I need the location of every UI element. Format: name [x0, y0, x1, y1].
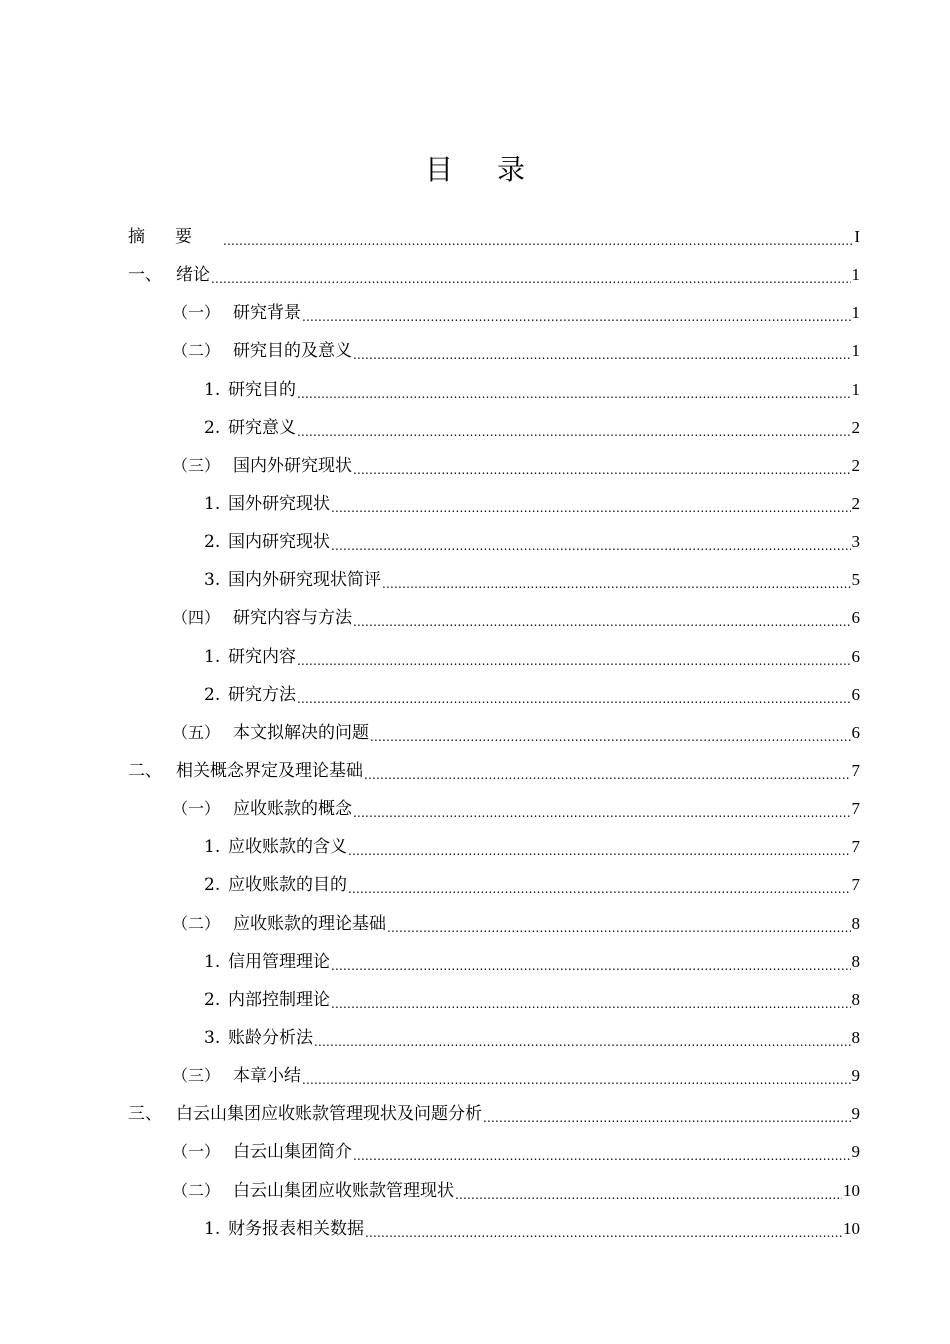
dot-leader	[302, 294, 851, 332]
toc-entry-number: 三、	[128, 1104, 162, 1125]
dot-leader	[331, 981, 851, 1019]
toc-entry-label: 白云山集团简介	[233, 1142, 352, 1163]
toc-entry-label: 白云山集团应收账款管理现状	[233, 1180, 454, 1201]
dot-leader	[455, 1172, 842, 1210]
toc-entry-label: 内部控制理论	[228, 989, 330, 1010]
toc-entry-page-number: 8	[851, 913, 860, 933]
toc-entry-level-2[interactable]	[0, 447, 950, 485]
toc-entry-level-1[interactable]	[0, 218, 950, 256]
toc-entry-number: （二）	[172, 913, 221, 933]
toc-entry-level-2[interactable]	[0, 332, 950, 370]
toc-entry-level-2[interactable]	[0, 599, 950, 637]
toc-entry-level-3[interactable]	[0, 1210, 950, 1248]
dot-leader	[353, 332, 851, 370]
toc-entry-label: 应收账款的目的	[228, 875, 347, 896]
toc-entry-level-3[interactable]	[0, 371, 950, 409]
toc-entry-number: （一）	[172, 1142, 221, 1162]
toc-entry-page-number: 6	[851, 722, 860, 742]
toc-entry-level-3[interactable]	[0, 1019, 950, 1057]
dot-leader	[364, 752, 851, 790]
toc-entry-number: 3.	[204, 570, 221, 591]
dot-leader	[348, 866, 851, 904]
toc-entry-number: 1.	[204, 494, 221, 515]
toc-entry-page-number: 8	[851, 1028, 860, 1048]
toc-entry-number: （五）	[172, 722, 221, 742]
toc-entry-page-number: 8	[851, 951, 860, 971]
dot-leader	[302, 1057, 851, 1095]
toc-entry-label: 摘要	[128, 227, 222, 248]
dot-leader	[353, 790, 851, 828]
toc-entry-label: 信用管理理论	[228, 951, 330, 972]
toc-entry-level-3[interactable]	[0, 981, 950, 1019]
dot-leader	[353, 1133, 851, 1171]
toc-entry-level-2[interactable]	[0, 905, 950, 943]
toc-entry-number: （三）	[172, 455, 221, 475]
toc-entry-label: 国内外研究现状	[233, 455, 352, 476]
toc-entry-number: 1.	[204, 837, 221, 858]
toc-entry-page-number: 1	[851, 265, 860, 285]
toc-entry-number: 1.	[204, 379, 221, 400]
toc-entry-number: （三）	[172, 1066, 221, 1086]
toc-entry-page-number: 9	[851, 1142, 860, 1162]
toc-entry-level-3[interactable]	[0, 638, 950, 676]
toc-entry-number: （一）	[172, 799, 221, 819]
toc-entry-number: 2.	[204, 532, 221, 553]
toc-entry-number: （一）	[172, 303, 221, 323]
toc-entry-number: 1.	[204, 1218, 221, 1239]
toc-entry-number: 2.	[204, 417, 221, 438]
toc-entry-number: 1.	[204, 951, 221, 972]
toc-entry-label: 应收账款的理论基础	[233, 913, 386, 934]
dot-leader	[382, 561, 851, 599]
toc-entry-number: （四）	[172, 608, 221, 628]
toc-entry-level-2[interactable]	[0, 790, 950, 828]
toc-entry-label: 研究内容与方法	[233, 608, 352, 629]
toc-entry-page-number: 1	[851, 303, 860, 323]
dot-leader	[223, 218, 853, 256]
toc-entry-label: 白云山集团应收账款管理现状及问题分析	[176, 1104, 482, 1125]
toc-entry-page-number: 2	[851, 494, 860, 514]
toc-entry-level-3[interactable]	[0, 676, 950, 714]
toc-entry-number: 一、	[128, 265, 162, 286]
title-char-left: 目	[424, 153, 453, 186]
toc-entry-number: 1.	[204, 646, 221, 667]
toc-entry-number: （二）	[172, 1180, 221, 1200]
toc-entry-level-3[interactable]	[0, 523, 950, 561]
title-char-right: 录	[497, 153, 526, 186]
toc-entry-page-number: 1	[851, 379, 860, 399]
toc-entry-page-number: 8	[851, 989, 860, 1009]
toc-entry-level-3[interactable]	[0, 828, 950, 866]
dot-leader	[297, 371, 851, 409]
toc-entry-label: 国内研究现状	[228, 532, 330, 553]
dot-leader	[353, 447, 851, 485]
toc-entry-level-2[interactable]	[0, 714, 950, 752]
toc-entry-level-2[interactable]	[0, 294, 950, 332]
toc-entry-level-3[interactable]	[0, 485, 950, 523]
toc-entry-page-number: 6	[851, 684, 860, 704]
toc-entry-label: 相关概念界定及理论基础	[176, 761, 363, 782]
toc-entry-level-3[interactable]	[0, 409, 950, 447]
toc-entry-page-number: I	[854, 227, 860, 247]
toc-entry-level-3[interactable]	[0, 866, 950, 904]
dot-leader	[297, 676, 851, 714]
toc-entry-label: 研究目的及意义	[233, 341, 352, 362]
toc-entry-page-number: 10	[843, 1218, 860, 1238]
dot-leader	[297, 409, 851, 447]
toc-entry-label: 绪论	[176, 265, 210, 286]
toc-entry-level-3[interactable]	[0, 943, 950, 981]
page-title	[0, 150, 950, 190]
toc-entry-page-number: 9	[851, 1104, 860, 1124]
toc-entry-label: 国外研究现状	[228, 494, 330, 515]
toc-entry-label: 研究方法	[228, 684, 296, 705]
dot-leader	[387, 905, 851, 943]
toc-entry-number: （二）	[172, 341, 221, 361]
toc-entry-level-2[interactable]	[0, 1172, 950, 1210]
toc-entry-level-1[interactable]	[0, 752, 950, 790]
dot-leader	[370, 714, 851, 752]
toc-entry-label: 研究目的	[228, 379, 296, 400]
toc-entry-number: 2.	[204, 989, 221, 1010]
dot-leader	[483, 1095, 851, 1133]
toc-entry-label: 国内外研究现状简评	[228, 570, 381, 591]
table-of-contents	[0, 218, 950, 1248]
toc-entry-page-number: 6	[851, 646, 860, 666]
toc-entry-label: 应收账款的概念	[233, 799, 352, 820]
toc-entry-level-2[interactable]	[0, 1133, 950, 1171]
dot-leader	[365, 1210, 842, 1248]
toc-entry-page-number: 7	[851, 761, 860, 781]
toc-entry-page-number: 2	[851, 455, 860, 475]
toc-entry-label: 本章小结	[233, 1066, 301, 1087]
toc-entry-page-number: 1	[851, 341, 860, 361]
toc-entry-number: 2.	[204, 875, 221, 896]
toc-entry-page-number: 6	[851, 608, 860, 628]
toc-entry-label: 本文拟解决的问题	[233, 722, 369, 743]
toc-entry-page-number: 2	[851, 417, 860, 437]
toc-entry-label: 财务报表相关数据	[228, 1218, 364, 1239]
toc-entry-label: 研究意义	[228, 417, 296, 438]
toc-entry-page-number: 5	[851, 570, 860, 590]
dot-leader	[353, 599, 851, 637]
dot-leader	[331, 943, 851, 981]
toc-entry-level-2[interactable]	[0, 1057, 950, 1095]
dot-leader	[314, 1019, 851, 1057]
toc-entry-page-number: 7	[851, 875, 860, 895]
toc-entry-label: 研究内容	[228, 646, 296, 667]
toc-entry-page-number: 3	[851, 532, 860, 552]
toc-entry-label: 账龄分析法	[228, 1028, 313, 1049]
toc-entry-label: 研究背景	[233, 303, 301, 324]
toc-entry-label: 应收账款的含义	[228, 837, 347, 858]
toc-entry-number: 3.	[204, 1028, 221, 1049]
dot-leader	[297, 638, 851, 676]
dot-leader	[211, 256, 851, 294]
toc-entry-page-number: 9	[851, 1066, 860, 1086]
toc-entry-level-1[interactable]	[0, 256, 950, 294]
toc-entry-number: 2.	[204, 684, 221, 705]
toc-entry-level-1[interactable]	[0, 1095, 950, 1133]
dot-leader	[331, 523, 851, 561]
dot-leader	[348, 828, 851, 866]
toc-entry-number: 二、	[128, 761, 162, 782]
toc-entry-page-number: 10	[843, 1180, 860, 1200]
toc-entry-level-3[interactable]	[0, 561, 950, 599]
toc-entry-page-number: 7	[851, 837, 860, 857]
dot-leader	[331, 485, 851, 523]
toc-entry-page-number: 7	[851, 799, 860, 819]
